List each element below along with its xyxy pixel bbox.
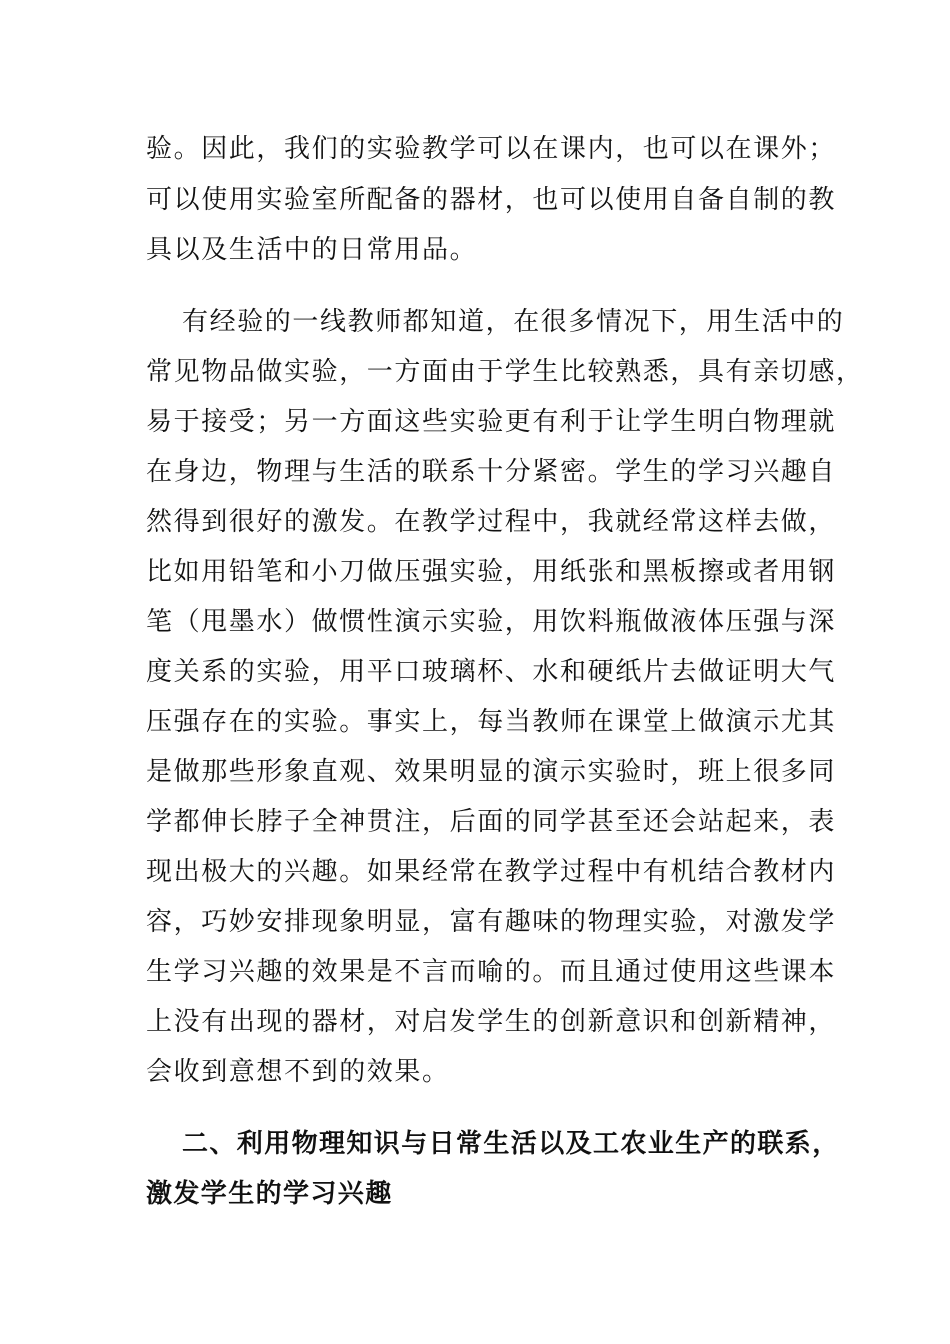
paragraph-1-line-2: 可以使用实验室所配备的器材，也可以使用自备自制的教 (146, 185, 837, 215)
paragraph-2-line-10: 是做那些形象直观、效果明显的演示实验时，班上很多同 (146, 757, 837, 787)
paragraph-2-line-5: 然得到很好的激发。在教学过程中，我就经常这样去做， (146, 507, 837, 537)
paragraph-2-line-13: 容，巧妙安排现象明显，富有趣味的物理实验，对激发学 (146, 907, 837, 937)
paragraph-2-line-12: 现出极大的兴趣。如果经常在教学过程中有机结合教材内 (146, 857, 837, 887)
paragraph-2-line-4: 在身边，物理与生活的联系十分紧密。学生的学习兴趣自 (146, 457, 837, 487)
section-heading-line-2: 激发学生的学习兴趣 (146, 1179, 393, 1209)
paragraph-2-line-1: 有经验的一线教师都知道，在很多情况下，用生活中的 (182, 307, 845, 337)
paragraph-2-line-11: 学都伸长脖子全神贯注，后面的同学甚至还会站起来，表 (146, 807, 837, 837)
paragraph-2-line-8: 度关系的实验，用平口玻璃杯、水和硬纸片去做证明大气 (146, 657, 837, 687)
paragraph-2-line-16: 会收到意想不到的效果。 (146, 1057, 450, 1087)
paragraph-2-line-7: 笔（甩墨水）做惯性演示实验，用饮料瓶做液体压强与深 (146, 607, 837, 637)
paragraph-2-line-9: 压强存在的实验。事实上，每当教师在课堂上做演示尤其 (146, 707, 837, 737)
paragraph-2-line-6: 比如用铅笔和小刀做压强实验，用纸张和黑板擦或者用钢 (146, 557, 837, 587)
section-heading-line-1: 二、利用物理知识与日常生活以及工农业生产的联系， (182, 1129, 840, 1159)
paragraph-1-line-3: 具以及生活中的日常用品。 (146, 235, 478, 265)
paragraph-2-line-15: 上没有出现的器材，对启发学生的创新意识和创新精神， (146, 1007, 837, 1037)
paragraph-2-line-3: 易于接受；另一方面这些实验更有利于让学生明白物理就 (146, 407, 837, 437)
paragraph-2-line-2: 常见物品做实验，一方面由于学生比较熟悉，具有亲切感， (146, 357, 864, 387)
paragraph-2-line-14: 生学习兴趣的效果是不言而喻的。而且通过使用这些课本 (146, 957, 837, 987)
paragraph-1-line-1: 验。因此，我们的实验教学可以在课内，也可以在课外； (146, 134, 837, 164)
